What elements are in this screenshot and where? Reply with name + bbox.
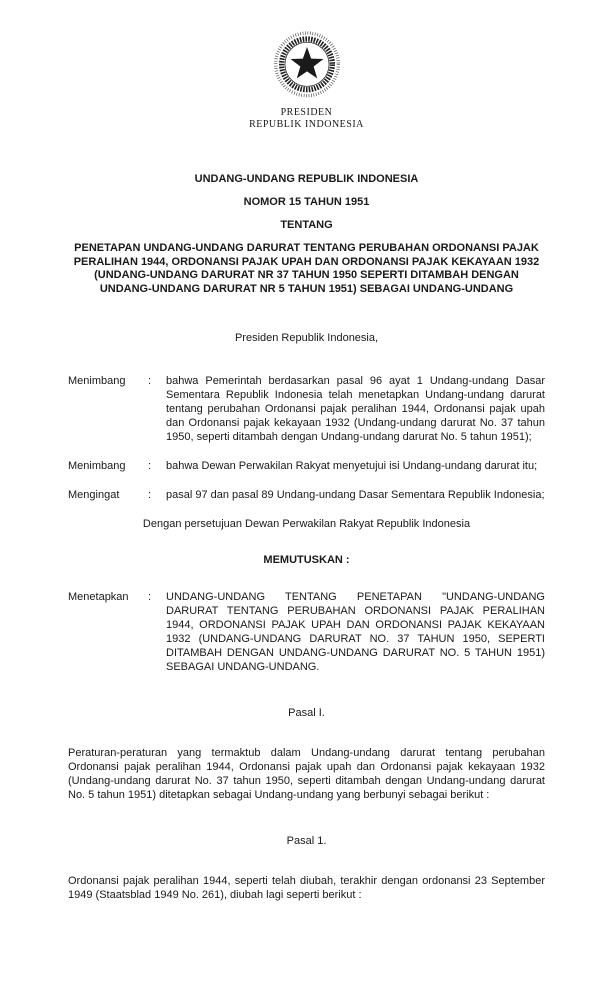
clause-text: pasal 97 dan pasal 89 Undang-undang Dasar Sementara Republik Indonesia; — [166, 489, 545, 501]
seal-org-subname: REPUBLIK INDONESIA — [249, 119, 364, 130]
pasal-i-paragraph: Peraturan-peraturan yang termaktub dalam Undang-undang darurat tentang perubahan Ordonansi pajak peralihan 1944, Ordonansi pajak upah dan Ordonansi pajak kekayaan 1932 (Undang-undang darurat No. 37 tahun 1950, seperti ditambah dengan Undang-undang darurat No. 5 tahun 1951) ditetapkan sebagai Undang-undang yang berbunyi sebagai berikut : — [68, 747, 545, 801]
seal-org-name: PRESIDEN — [280, 107, 333, 118]
doc-title-tentang: TENTANG — [280, 219, 333, 231]
clause-separator: : — [148, 460, 152, 472]
presidential-seal-icon — [267, 28, 347, 102]
clause-label: Menimbang — [68, 460, 126, 472]
doc-title-subject: PENETAPAN UNDANG-UNDANG DARURAT TENTANG PERUBAHAN ORDONANSI PAJAK PERALIHAN 1944, ORDONANSI PAJAK UPAH DAN ORDONANSI PAJAK KEKAYAAN 1932 (UNDANG-UNDANG DARURAT NR 37 TAHUN 1950 SEPERTI DITAMBAH DENGAN UNDANG-UNDANG DARURAT NR 5 TAHUN 1951) SEBAGAI UNDANG-UNDANG — [73, 242, 540, 295]
document-header — [68, 28, 545, 131]
pasal-1-paragraph: Ordonansi pajak peralihan 1944, seperti telah diubah, terakhir dengan ordonansi 23 September 1949 (Staatsblad 1949 No. 261), diubah lagi seperti berikut : — [68, 875, 545, 901]
pasal-i-heading: Pasal I. — [288, 707, 325, 719]
clause-menetapkan — [68, 590, 545, 674]
clause-label: Menimbang — [68, 375, 126, 387]
clause-menimbang-2 — [68, 459, 545, 473]
preamble-opening: Presiden Republik Indonesia, — [234, 332, 379, 344]
clause-text: UNDANG-UNDANG TENTANG PENETAPAN "UNDANG-UNDANG DARURAT TENTANG PERUBAHAN ORDONANSI PAJAK PERALIHAN 1944, ORDONANSI PAJAK UPAH DAN ORDONANSI PAJAK KEKAYAAN 1932 (UNDANG-UNDANG DARURAT NO. 37 TAHUN 1950, SEPERTI DITAMBAH DENGAN UNDANG-UNDANG DARURAT NO. 5 TAHUN 1951) SEBAGAI UNDANG-UNDANG. — [166, 591, 545, 673]
clause-separator: : — [148, 375, 152, 387]
document-title-block — [68, 173, 545, 296]
memutuskan-heading: MEMUTUSKAN : — [263, 554, 350, 566]
menetapkan-block — [68, 590, 545, 674]
preamble-clauses — [68, 374, 545, 502]
clause-label: Menetapkan — [68, 591, 129, 603]
clause-menimbang-1 — [68, 374, 545, 444]
clause-label: Mengingat — [68, 489, 120, 501]
clause-separator: : — [148, 489, 152, 501]
clause-mengingat — [68, 488, 545, 502]
clause-separator: : — [148, 591, 152, 603]
clause-text: bahwa Dewan Perwakilan Rakyat menyetujui isi Undang-undang darurat itu; — [166, 460, 538, 472]
doc-title-line1: UNDANG-UNDANG REPUBLIK INDONESIA — [194, 173, 419, 185]
clause-text: bahwa Pemerintah berdasarkan pasal 96 ayat 1 Undang-undang Dasar Sementara Republik Indonesia telah menetapkan Undang-undang darurat tentang perubahan Ordonansi pajak peralihan 1944, Ordonansi pajak upah dan Ordonansi pajak kekayaan 1932 (Undang-undang darurat No. 37 tahun 1950, seperti ditambah dengan Undang-undang darurat No. 5 tahun 1951); — [166, 375, 545, 443]
agreement-line: Dengan persetujuan Dewan Perwakilan Rakyat Republik Indonesia — [142, 518, 471, 530]
doc-title-number: NOMOR 15 TAHUN 1951 — [243, 196, 370, 208]
pasal-1-heading: Pasal 1. — [286, 835, 327, 847]
